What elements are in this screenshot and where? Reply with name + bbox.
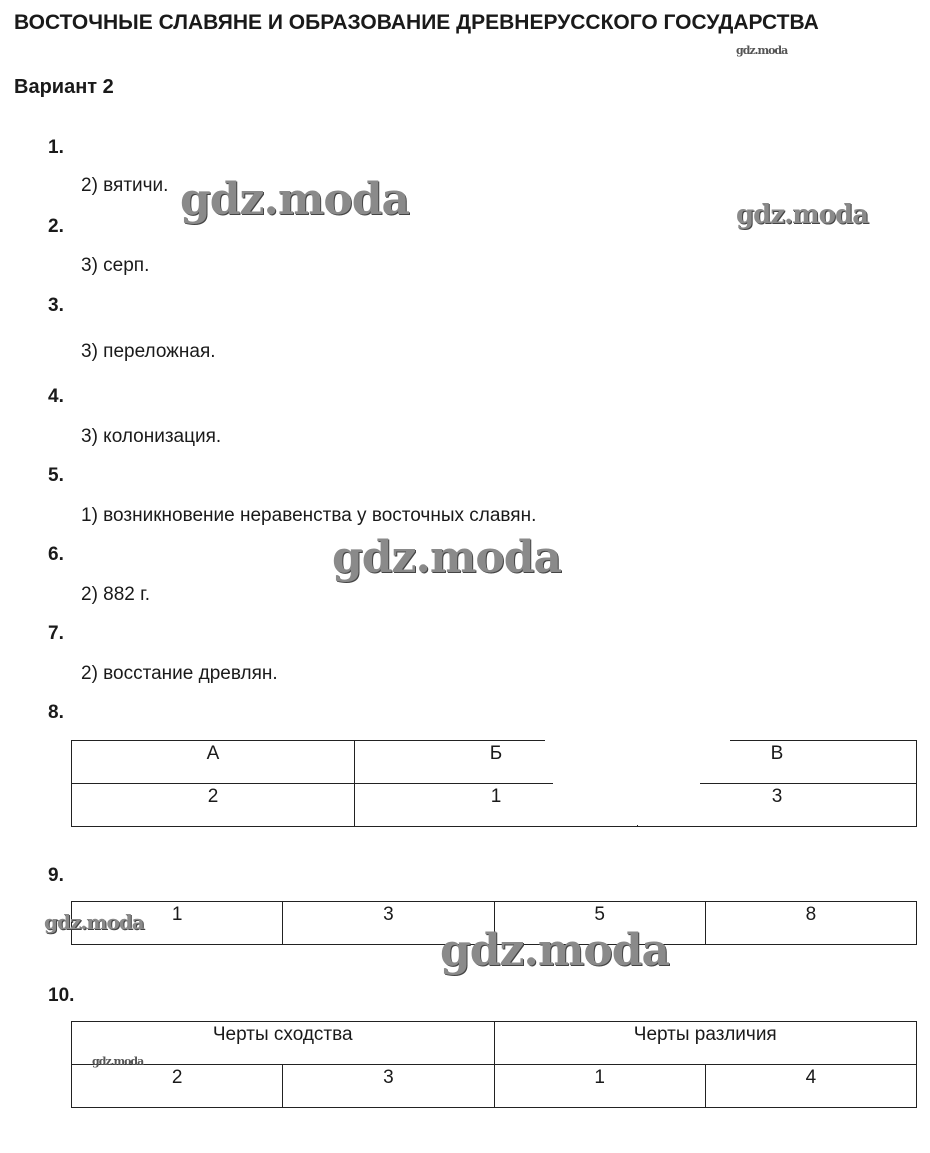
table-cell: 3 bbox=[638, 784, 917, 827]
table-cell: 4 bbox=[705, 1065, 916, 1108]
watermark: gdz.moda bbox=[736, 200, 869, 230]
erased-area bbox=[545, 735, 730, 779]
table-cell: 1 bbox=[355, 784, 638, 827]
answer: 2) восстание древлян. bbox=[81, 663, 278, 684]
question-number: 4. bbox=[48, 386, 64, 407]
question-number: 2. bbox=[48, 216, 64, 237]
question-number: 6. bbox=[48, 544, 64, 565]
table-header: В bbox=[638, 741, 917, 784]
watermark: gdz.moda bbox=[736, 44, 788, 57]
table-header: А bbox=[72, 741, 355, 784]
table-header: Черты различия bbox=[494, 1022, 917, 1065]
answer-table-8 bbox=[71, 740, 917, 827]
table-header: Б bbox=[355, 741, 638, 784]
answer-table-10 bbox=[71, 1021, 917, 1108]
watermark: gdz.moda bbox=[440, 925, 670, 976]
table-cell: 2 bbox=[72, 784, 355, 827]
question-number: 3. bbox=[48, 295, 64, 316]
question-number: 9. bbox=[48, 865, 64, 886]
answer: 3) серп. bbox=[81, 255, 150, 276]
table-cell: 1 bbox=[494, 1065, 705, 1108]
page-title: ВОСТОЧНЫЕ СЛАВЯНЕ И ОБРАЗОВАНИЕ ДРЕВНЕРУССКОГО ГОСУДАРСТВА bbox=[14, 11, 819, 34]
answer: 3) переложная. bbox=[81, 341, 216, 362]
table-cell: 3 bbox=[283, 1065, 494, 1108]
answer: 1) возникновение неравенства у восточных славян. bbox=[81, 505, 537, 526]
question-number: 10. bbox=[48, 985, 75, 1006]
table-cell: 2 bbox=[72, 1065, 283, 1108]
question-number: 5. bbox=[48, 465, 64, 486]
watermark: gdz.moda bbox=[332, 532, 562, 583]
watermark: gdz.moda bbox=[92, 1055, 144, 1068]
erased-area bbox=[553, 779, 700, 825]
table-cell: 1 bbox=[72, 902, 283, 945]
question-number: 8. bbox=[48, 702, 64, 723]
question-number: 7. bbox=[48, 623, 64, 644]
table-cell: 3 bbox=[283, 902, 494, 945]
question-number: 1. bbox=[48, 137, 64, 158]
variant-heading: Вариант 2 bbox=[14, 76, 114, 98]
watermark: gdz.moda bbox=[44, 910, 144, 934]
table-header: Черты сходства bbox=[72, 1022, 495, 1065]
table-cell: 8 bbox=[705, 902, 916, 945]
table-cell: 5 bbox=[494, 902, 705, 945]
answer: 2) 882 г. bbox=[81, 584, 151, 605]
answer: 2) вятичи. bbox=[81, 175, 169, 196]
watermark: gdz.moda bbox=[180, 174, 410, 225]
answer: 3) колонизация. bbox=[81, 426, 222, 447]
